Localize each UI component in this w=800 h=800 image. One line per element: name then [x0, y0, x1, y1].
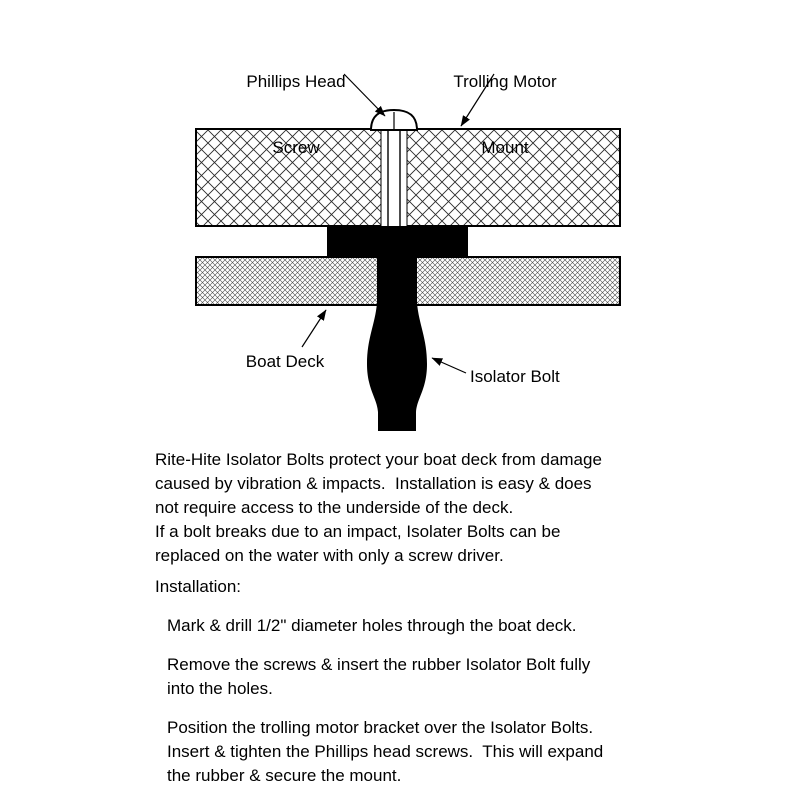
label-boat-deck: Boat Deck [245, 352, 325, 371]
text-line: Mark & drill 1/2" diameter holes through the boat deck. [167, 616, 577, 635]
label-trolling-motor-mount [420, 27, 590, 203]
label-line: Trolling Motor [453, 72, 557, 91]
installation-step-3 [167, 716, 735, 788]
label-line: Screw [272, 138, 320, 157]
intro-paragraph [155, 448, 735, 568]
text-line: Insert & tighten the Phillips head screws. This will expand [167, 742, 604, 761]
label-line: Mount [481, 138, 529, 157]
text-line: into the holes. [167, 679, 273, 698]
text-line: replaced on the water with only a screw driver. [155, 546, 504, 565]
label-isolator-bolt: Isolator Bolt [470, 367, 560, 386]
text-line: not require access to the underside of the deck. [155, 498, 514, 517]
installation-step-2 [167, 653, 735, 701]
label-phillips-head-screw [211, 27, 381, 203]
text-line: Rite-Hite Isolator Bolts protect your boat deck from damage [155, 450, 602, 469]
leader-boat-deck [302, 310, 326, 347]
isolator-bolt-flange [327, 226, 468, 257]
text-line: caused by vibration & impacts. Installation is easy & does [155, 474, 592, 493]
text-line: If a bolt breaks due to an impact, Isolater Bolts can be [155, 522, 561, 541]
text-line: the rubber & secure the mount. [167, 766, 402, 785]
leader-isolator-bolt [432, 358, 466, 373]
label-line: Phillips Head [246, 72, 346, 91]
description-text [155, 448, 735, 788]
text-line: Position the trolling motor bracket over the Isolator Bolts. [167, 718, 594, 737]
installation-heading: Installation: [155, 577, 241, 596]
text-line: Remove the screws & insert the rubber Isolator Bolt fully [167, 655, 591, 674]
screw-clearance-hole [381, 130, 407, 226]
installation-step-1 [167, 614, 735, 638]
